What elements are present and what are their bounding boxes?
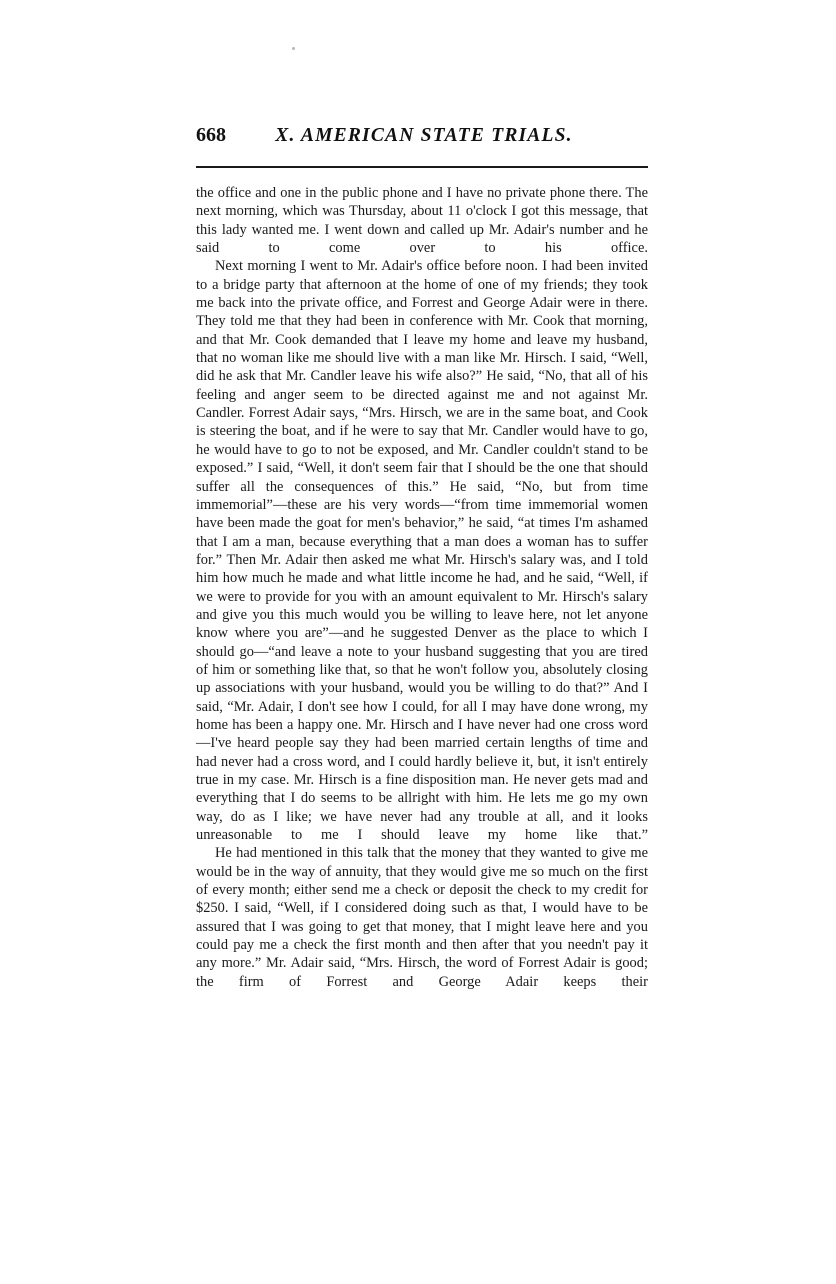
page-number: 668	[196, 124, 226, 146]
page-speck	[292, 47, 295, 50]
header-rule	[196, 166, 648, 168]
paragraph: He had mentioned in this talk that the money that they wanted to give me would be in the way of annuity, that they would give me so much on the first of every month; either send me a check or deposit the check to my credit for $250. I said, “Well, if I considered doing such as that, I would have to be assured that I was going to get that money, that I might leave here and you could pay me a check the first month and then after that you needn't pay it any more.” Mr. Adair said, “Mrs. Hirsch, the word of Forrest Adair is good; the firm of Forrest and George Adair keeps their	[196, 845, 648, 990]
running-head: X. AMERICAN STATE TRIALS.	[275, 125, 573, 146]
page-header	[196, 124, 648, 147]
body-text-column	[196, 184, 648, 991]
paragraph: the office and one in the public phone and I have no private phone there. The next morning, which was Thursday, about 11 o'clock I got this message, that this lady wanted me. I went down and called up Mr. Adair's number and he said to come over to his office.	[196, 185, 648, 257]
paragraph: Next morning I went to Mr. Adair's office before noon. I had been invited to a bridge party that afternoon at the home of one of my friends; they took me back into the private office, and Forrest and George Adair were in there. They told me that they had been in conference with Mr. Cook that morning, and that Mr. Cook demanded that I leave my home and leave my husband, that no woman like me should live with a man like Mr. Hirsch. I said, “Well, did he ask that Mr. Candler leave his wife also?” He said, “No, that all of his feeling and anger seem to be directed against me and not against Mr. Candler. Forrest Adair says, “Mrs. Hirsch, we are in the same boat, and Cook is steering the boat, and if he were to say that Mr. Candler would have to go, he would have to go to not be exposed, and Mr. Candler couldn't stand to be exposed.” I said, “Well, it don't seem fair that I should be the one that should suffer all the consequences of this.” He said, “No, but from time immemorial”—these are his very words—“from time immemorial women have been made the goat for men's behavior,” he said, “at times I'm ashamed that I am a man, because everything that a man does a woman has to suffer for.” Then Mr. Adair then asked me what Mr. Hirsch's salary was, and I told him how much he made and what little income he had, and he said, “Well, if we were to provide for you with an amount equivalent to Mr. Hirsch's salary and give you this much would you be willing to leave here, not let anyone know where you are”—and he suggested Denver as the place to which I should go—“and leave a note to your husband suggesting that you are tired of him or something like that, so that he won't follow you, absolutely closing up associations with your husband, would you be willing to do that?” And I said, “Mr. Adair, I don't see how I could, for all I may have done wrong, my home has been a happy one. Mr. Hirsch and I have never had one cross word—I've heard people say they had been married certain lengths of time and had never had a cross word, and I could hardly believe it, but, it isn't entirely true in my case. Mr. Hirsch is a fine disposition man. He never gets mad and everything that I do seems to be allright with him. He lets me go my own way, do as I like; we have never had any trouble at all, and it looks unreasonable to me I should leave my home like that.”	[196, 258, 648, 844]
